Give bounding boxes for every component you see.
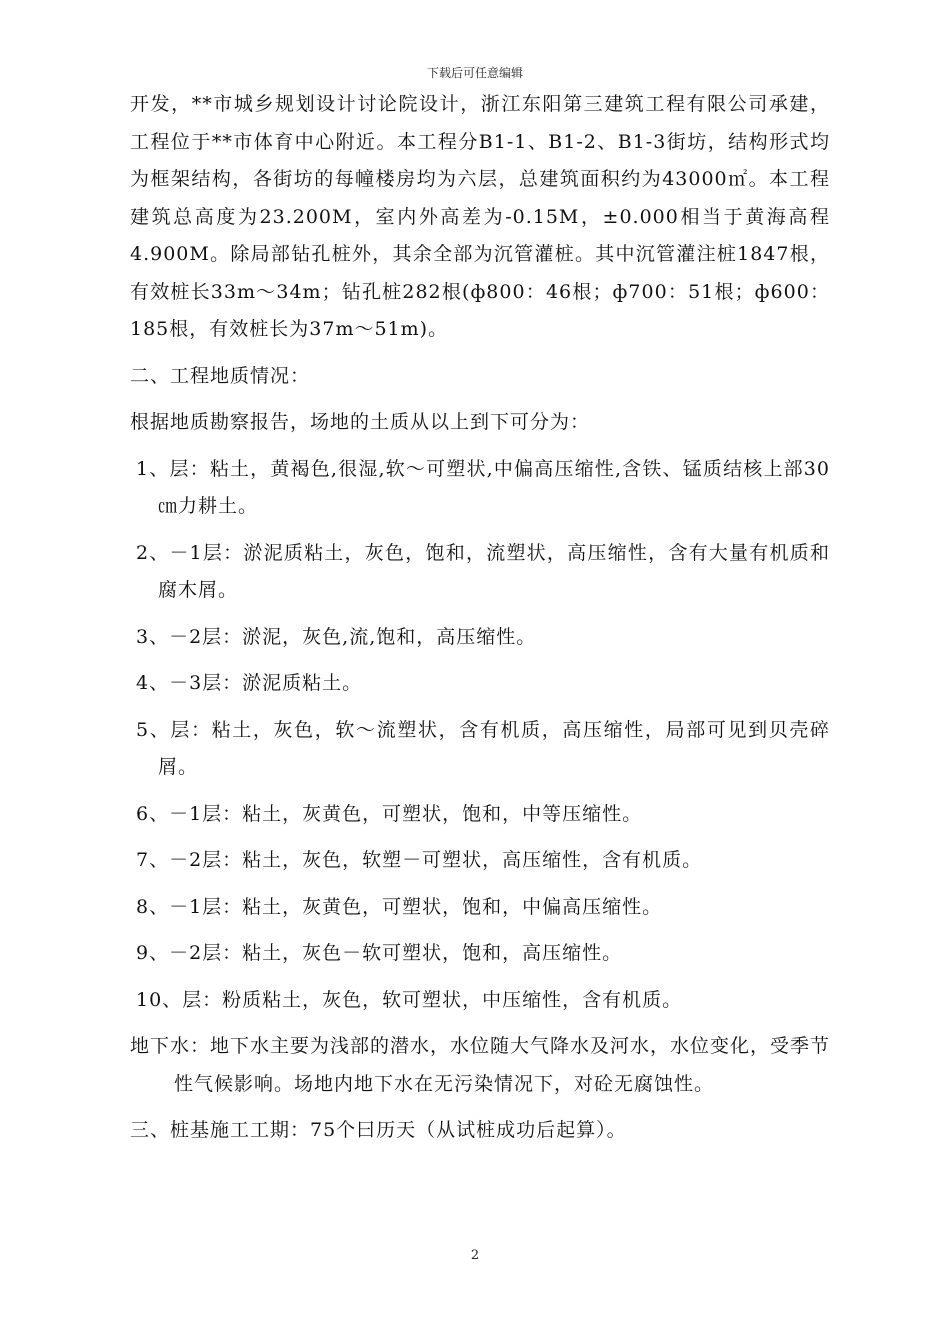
section-heading-geology: 二、工程地质情况： — [130, 364, 311, 387]
soil-layer-item: 6、－1层：粘土，灰黄色，可塑状，饱和，中等压缩性。 — [136, 802, 643, 825]
soil-layer-item: 2、－1层：淤泥质粘土，灰色，饱和，流塑状，高压缩性，含有大量有机质和腐木屑。 — [136, 541, 830, 601]
soil-layer-item: 4、－3层：淤泥质粘土。 — [136, 672, 363, 694]
soil-layer-item: 1、层：粘土，黄褐色,很湿,软～可塑状,中偏高压缩性,含铁、锰质结核上部30㎝力耕土。 — [136, 457, 830, 517]
geology-intro: 根据地质勘察报告，场地的土质从以上到下可分为： — [130, 411, 591, 433]
soil-layer-item: 5、层：粘土，灰色，软～流塑状，含有机质，高压缩性，局部可见到贝壳碎屑。 — [136, 718, 830, 778]
groundwater-paragraph: 地下水：地下水主要为浅部的潜水，水位随大气降水及河水，水位变化，受季节性气候影响。场地内地下水在无污染情况下，对砼无腐蚀性。 — [130, 1035, 831, 1095]
soil-layer-item: 10、层：粉质粘土，灰色，软可塑状，中压缩性，含有机质。 — [136, 988, 683, 1011]
document-body — [130, 86, 830, 1150]
page-number: 2 — [470, 1248, 480, 1263]
section-heading-schedule: 三、桩基施工工期：75个曰历天（从试桩成功后起算）。 — [130, 1119, 627, 1141]
soil-layer-item: 8、－1层：粘土，灰黄色，可塑状，饱和，中偏高压缩性。 — [136, 895, 663, 918]
soil-layer-item: 9、－2层：粘土，灰色－软可塑状，饱和，高压缩性。 — [136, 942, 623, 964]
project-overview-paragraph: 开发，**市城乡规划设计讨论院设计，浙江东阳第三建筑工程有限公司承建，工程位于**市体育中心附近。本工程分B1-1、B1-2、B1-3街坊，结构形式均为框架结构，各街坊的每幢楼房均为六层，总建筑面积约为43000㎡。本工程建筑总高度为23.200M，室内外高差为-0.15M，±0.000相当于黄海高程4.900M。除局部钻孔桩外，其余全部为沉管灌桩。其中沉管灌注桩1847根，有效桩长33m～34m；钻孔桩282根(ф800：46根；ф700：51根；ф600：185根，有效桩长为37m～51m)。 — [130, 93, 830, 340]
soil-layer-item: 7、－2层：粘土，灰色，软塑－可塑状，高压缩性，含有机质。 — [136, 849, 703, 871]
page-header: 下载后可任意编辑 — [426, 66, 523, 80]
soil-layer-item: 3、－2层：淤泥，灰色,流,饱和，高压缩性。 — [136, 625, 537, 648]
